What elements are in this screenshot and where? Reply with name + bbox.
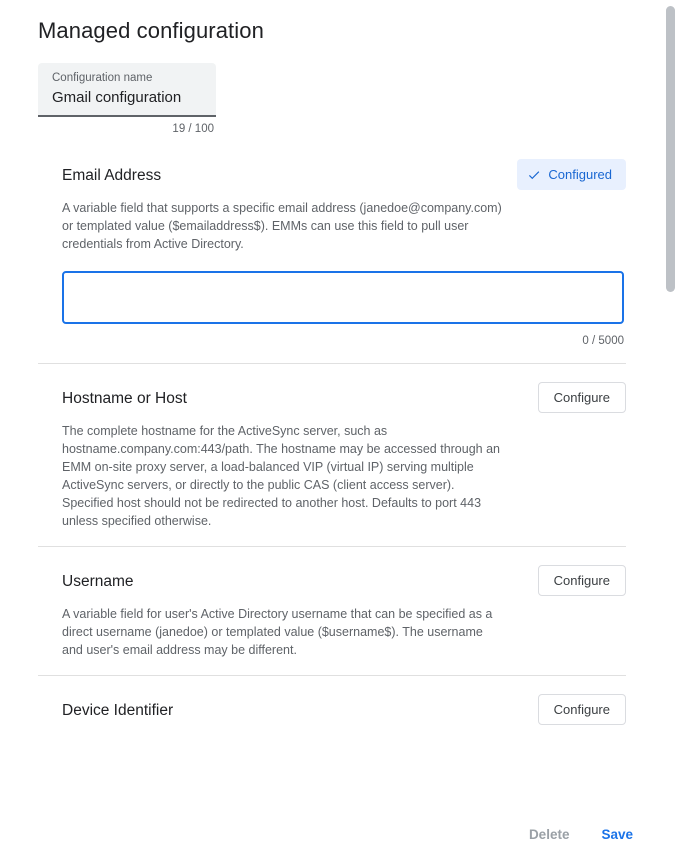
check-icon	[527, 168, 541, 182]
section-header	[38, 159, 626, 193]
section-title: Device Identifier	[62, 702, 174, 719]
configuration-name-label: Configuration name	[52, 72, 153, 84]
save-button[interactable]: Save	[589, 819, 645, 850]
section-header	[38, 565, 626, 599]
section-title: Email Address	[62, 167, 162, 184]
scrollbar-thumb[interactable]	[666, 6, 675, 292]
email-address-input-wrap	[38, 271, 626, 347]
hostname-configure-button[interactable]: Configure	[538, 382, 626, 413]
vertical-scrollbar[interactable]	[663, 0, 677, 861]
section-username	[38, 546, 626, 675]
configuration-name-field[interactable]	[38, 63, 216, 135]
username-configure-button[interactable]: Configure	[538, 565, 626, 596]
section-title: Username	[62, 573, 134, 590]
section-device-identifier	[38, 675, 626, 744]
section-description: A variable field for user's Active Directory username that can be specified as a direct username (janedoe) or templated value ($username$). The username and user's email address may be different.	[62, 607, 493, 657]
configuration-name-input[interactable]	[52, 87, 204, 109]
section-header	[38, 382, 626, 416]
configuration-name-counter: 19 / 100	[172, 123, 214, 135]
email-address-counter: 0 / 5000	[582, 335, 624, 347]
section-email-address	[38, 153, 626, 363]
section-description: The complete hostname for the ActiveSync server, such as hostname.company.com:443/path. The hostname may be accessed through an EMM on-site proxy server, a load-balanced VIP (virtual IP) serving multiple ActiveSync servers, or directly to the public CAS (client access server). Specified host should not be redirected to another host. Defaults to port 443 unless specified otherwise.	[62, 424, 500, 528]
email-address-configured-button[interactable]	[517, 159, 626, 190]
configuration-name-input-container[interactable]	[38, 63, 216, 117]
section-title: Hostname or Host	[62, 390, 187, 407]
page-title: Managed configuration	[38, 18, 264, 43]
section-header	[38, 694, 626, 728]
section-hostname-or-host	[38, 363, 626, 546]
email-address-configured-label: Configured	[548, 167, 612, 182]
delete-button[interactable]: Delete	[517, 819, 582, 850]
dialog-footer	[0, 808, 663, 861]
email-address-input[interactable]	[62, 271, 624, 324]
section-description: A variable field that supports a specific email address (janedoe@company.com) or templated value ($emailaddress$). EMMs can use this field to pull user credentials from Active Directory.	[62, 201, 502, 251]
device-identifier-configure-button[interactable]: Configure	[538, 694, 626, 725]
configuration-sections	[38, 153, 626, 744]
